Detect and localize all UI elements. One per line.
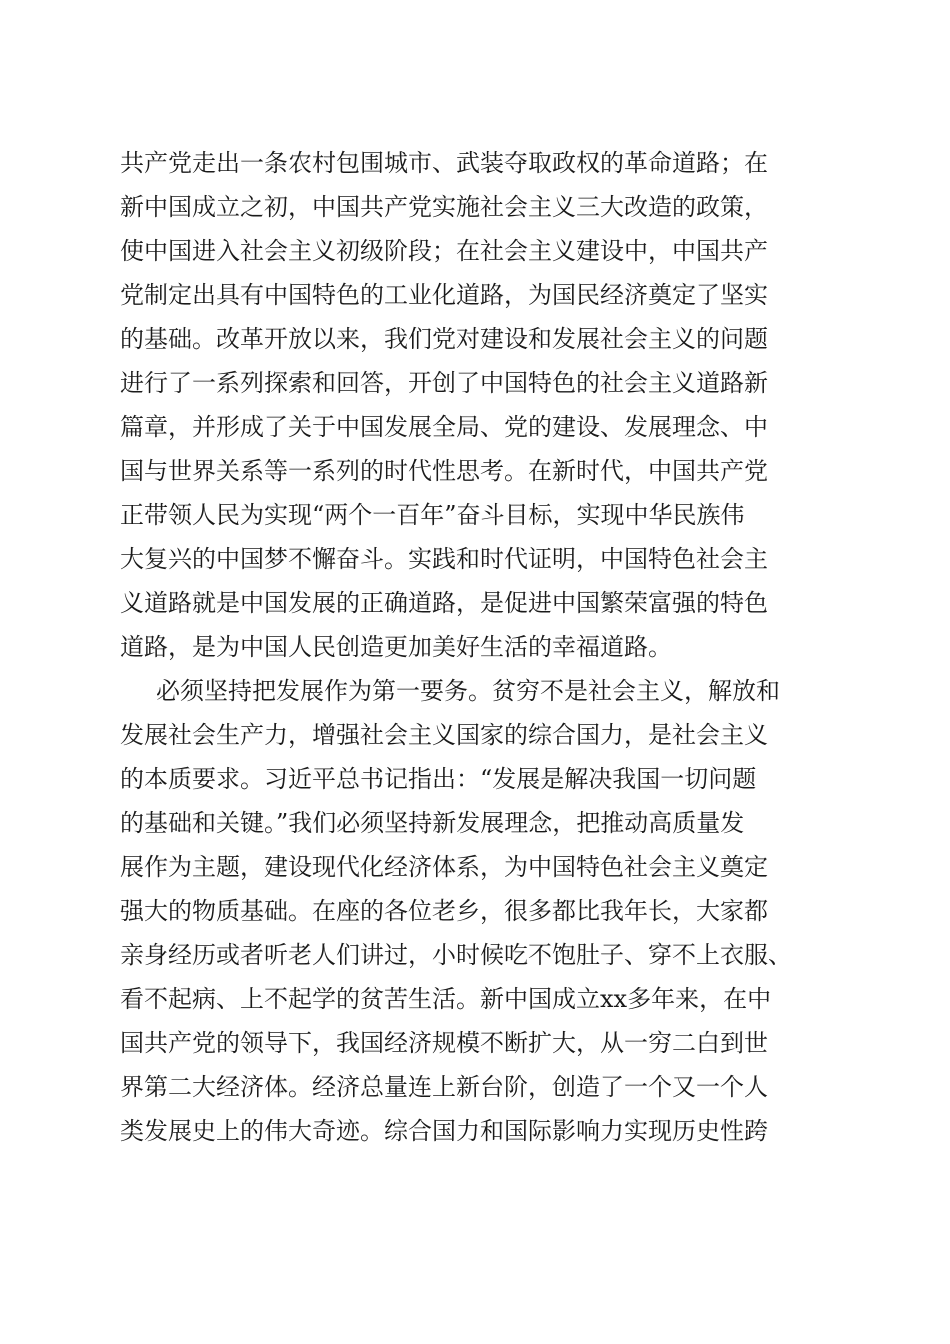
text-line: 进行了一系列探索和回答，开创了中国特色的社会主义道路新 [120,369,768,397]
text-line: 展作为主题，建设现代化经济体系，为中国特色社会主义奠定 [120,853,768,881]
text-line: 国与世界关系等一系列的时代性思考。在新时代，中国共产党 [120,457,768,485]
text-line: 界第二大经济体。经济总量连上新台阶，创造了一个又一个人 [120,1073,768,1101]
text-line: 看不起病、上不起学的贫苦生活。新中国成立xx多年来，在中 [120,985,772,1013]
text-line: 的本质要求。习近平总书记指出：“发展是解决我国一切问题 [120,765,757,793]
paragraph-start-line: 必须坚持把发展作为第一要务。贫穷不是社会主义，解放和 [156,677,780,705]
text-line: 的基础。改革开放以来，我们党对建设和发展社会主义的问题 [120,325,768,353]
text-line: 新中国成立之初，中国共产党实施社会主义三大改造的政策， [120,193,768,221]
text-line: 使中国进入社会主义初级阶段；在社会主义建设中，中国共产 [120,237,768,265]
text-line: 的基础和关键。”我们必须坚持新发展理念，把推动高质量发 [120,809,745,837]
text-line: 道路，是为中国人民创造更加美好生活的幸福道路。 [120,633,672,661]
text-line: 篇章，并形成了关于中国发展全局、党的建设、发展理念、中 [120,413,768,441]
text-line: 类发展史上的伟大奇迹。综合国力和国际影响力实现历史性跨 [120,1117,768,1145]
text-line: 大复兴的中国梦不懈奋斗。实践和时代证明，中国特色社会主 [120,545,768,573]
text-line: 国共产党的领导下，我国经济规模不断扩大，从一穷二白到世 [120,1029,768,1057]
text-line: 强大的物质基础。在座的各位老乡，很多都比我年长，大家都 [120,897,768,925]
body-text [120,141,840,1153]
text-line: 亲身经历或者听老人们讲过，小时候吃不饱肚子、穿不上衣服、 [120,941,792,969]
text-line: 党制定出具有中国特色的工业化道路，为国民经济奠定了坚实 [120,281,768,309]
text-line: 发展社会生产力，增强社会主义国家的综合国力，是社会主义 [120,721,768,749]
text-line: 正带领人民为实现“两个一百年”奋斗目标，实现中华民族伟 [120,501,745,529]
text-line: 共产党走出一条农村包围城市、武装夺取政权的革命道路；在 [120,149,768,177]
text-line: 义道路就是中国发展的正确道路，是促进中国繁荣富强的特色 [120,589,768,617]
